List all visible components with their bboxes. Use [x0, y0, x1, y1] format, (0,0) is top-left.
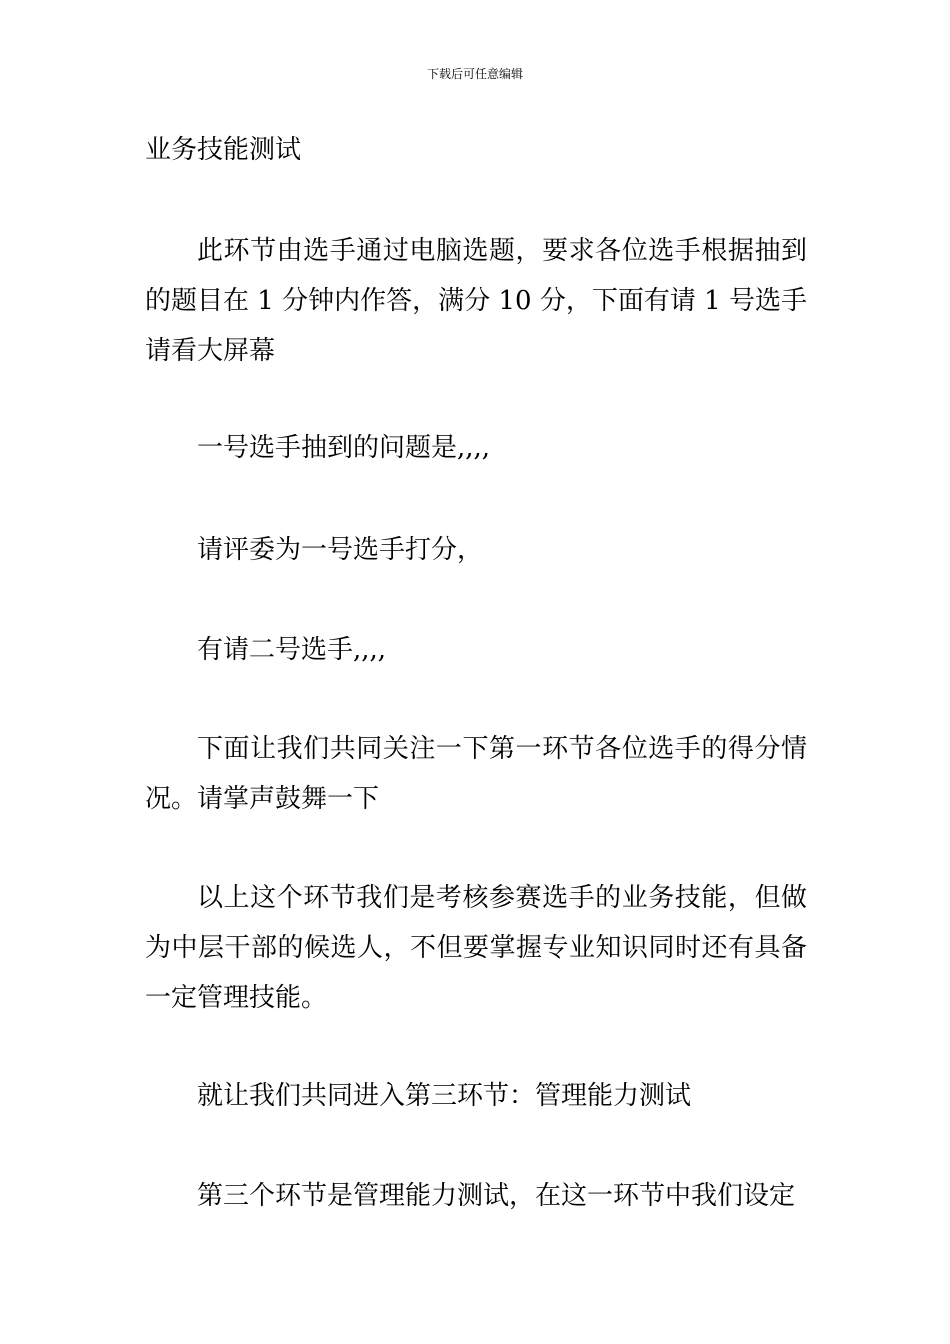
- paragraph: 一号选手抽到的问题是,,,,: [197, 433, 491, 463]
- paragraph: 下面让我们共同关注一下第一环节各位选手的得分情况。请掌声鼓舞一下: [145, 734, 807, 814]
- paragraph: 此环节由选手通过电脑选题，要求各位选手根据抽到的题目在 1 分钟内作答，满分 10 分，下面有请 1 号选手请看大屏幕: [145, 236, 807, 366]
- paragraph: 请评委为一号选手打分，: [197, 535, 484, 565]
- paragraph: 第三个环节是管理能力测试，在这一环节中我们设定: [197, 1181, 796, 1211]
- section-heading: 业务技能测试: [145, 135, 302, 165]
- paragraph: 以上这个环节我们是考核参赛选手的业务技能，但做为中层干部的候选人，不但要掌握专业知识同时还有具备一定管理技能。: [145, 883, 807, 1013]
- paragraph: 有请二号选手,,,,: [197, 635, 387, 665]
- paragraph: 就让我们共同进入第三环节：管理能力测试: [197, 1081, 692, 1111]
- header-note: 下载后可任意编辑: [426, 67, 523, 81]
